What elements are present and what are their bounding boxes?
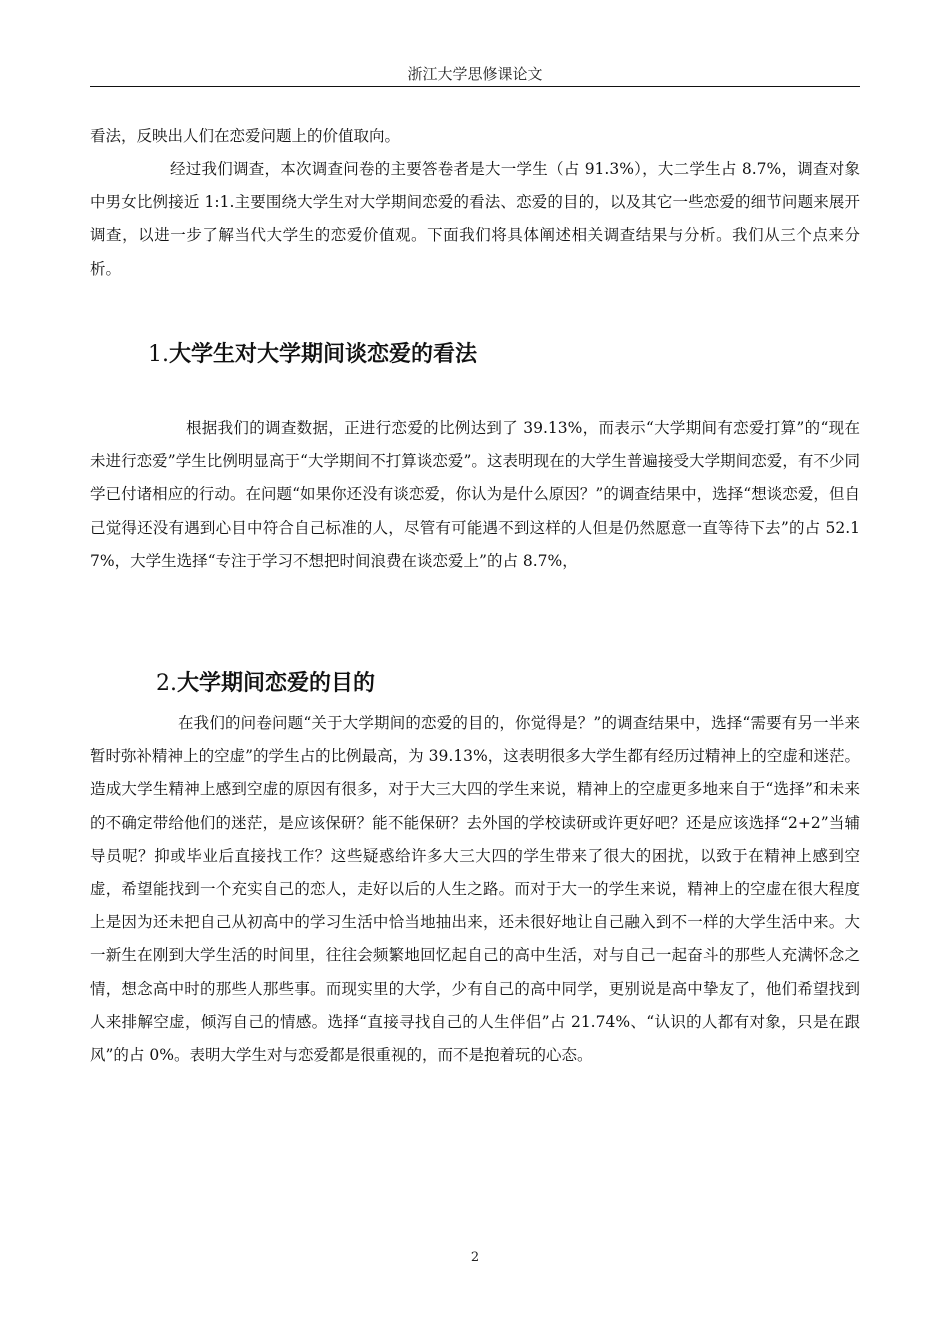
page-number: 2 xyxy=(470,1250,480,1265)
paragraph-survey-overview: 经过我们调查，本次调查问卷的主要答卷者是大一学生（占 91.3%），大二学生占 8.7%，调查对象中男女比例接近 1:1.主要围绕大学生对大学期间恋爱的看法、恋爱的目的，以及其它一些恋爱的细节问题来展开调查，以进一步了解当代大学生的恋爱价值观。下面我们将具体阐述相关调查结果与分析。我们从三个点来分析。 xyxy=(90,160,860,278)
section-heading-2 xyxy=(156,669,375,699)
section-title: 大学生对大学期间谈恋爱的看法 xyxy=(169,342,478,367)
section-heading-1 xyxy=(148,340,477,370)
section-number: 2. xyxy=(156,671,177,696)
paragraph-intro-end: 看法，反映出人们在恋爱问题上的价值取向。 xyxy=(90,127,401,145)
paragraph-section-2: 在我们的问卷问题“关于大学期间的恋爱的目的，你觉得是？”的调查结果中，选择“需要有另一半来暂时弥补精神上的空虚”的学生占的比例最高，为 39.13%，这表明很多大学生都有经历过精神上的空虚和迷茫。造成大学生精神上感到空虚的原因有很多，对于大三大四的学生来说，精神上的空虚更多地来自于“选择”和未来的不确定带给他们的迷茫，是应该保研？能不能保研？去外国的学校读研或许更好吧？还是应该选择“2+2”当辅导员呢？抑或毕业后直接找工作？这些疑惑给许多大三大四的学生带来了很大的困扰，以致于在精神上感到空虚，希望能找到一个充实自己的恋人，走好以后的人生之路。而对于大一的学生来说，精神上的空虚在很大程度上是因为还未把自己从初高中的学习生活中恰当地抽出来，还未很好地让自己融入到不一样的大学生活中来。大一新生在刚到大学生活的时间里，往往会频繁地回忆起自己的高中生活，对与自己一起奋斗的那些人充满怀念之情，想念高中时的那些人那些事。而现实里的大学，少有自己的高中同学，更别说是高中挚友了，他们希望找到人来排解空虚，倾泻自己的情感。选择“直接寻找自己的人生伴侣”占 21.74%、“认识的人都有对象，只是在跟风”的占 0%。表明大学生对与恋爱都是很重视的，而不是抱着玩的心态。 xyxy=(90,714,860,1065)
running-header: 浙江大学思修课论文 xyxy=(407,65,543,83)
header-rule xyxy=(90,86,860,87)
section-title: 大学期间恋爱的目的 xyxy=(177,671,376,696)
section-number: 1. xyxy=(148,342,169,367)
paragraph-section-1: 根据我们的调查数据，正进行恋爱的比例达到了 39.13%，而表示“大学期间有恋爱打算”的“现在未进行恋爱”学生比例明显高于“大学期间不打算谈恋爱”。这表明现在的大学生普遍接受大学期间恋爱，有不少同学已付诸相应的行动。在问题“如果你还没有谈恋爱，你认为是什么原因？”的调查结果中，选择“想谈恋爱，但自己觉得还没有遇到心目中符合自己标准的人，尽管有可能遇不到这样的人但是仍然愿意一直等待下去”的占 52.17%，大学生选择“专注于学习不想把时间浪费在谈恋爱上”的占 8.7%， xyxy=(90,419,860,570)
